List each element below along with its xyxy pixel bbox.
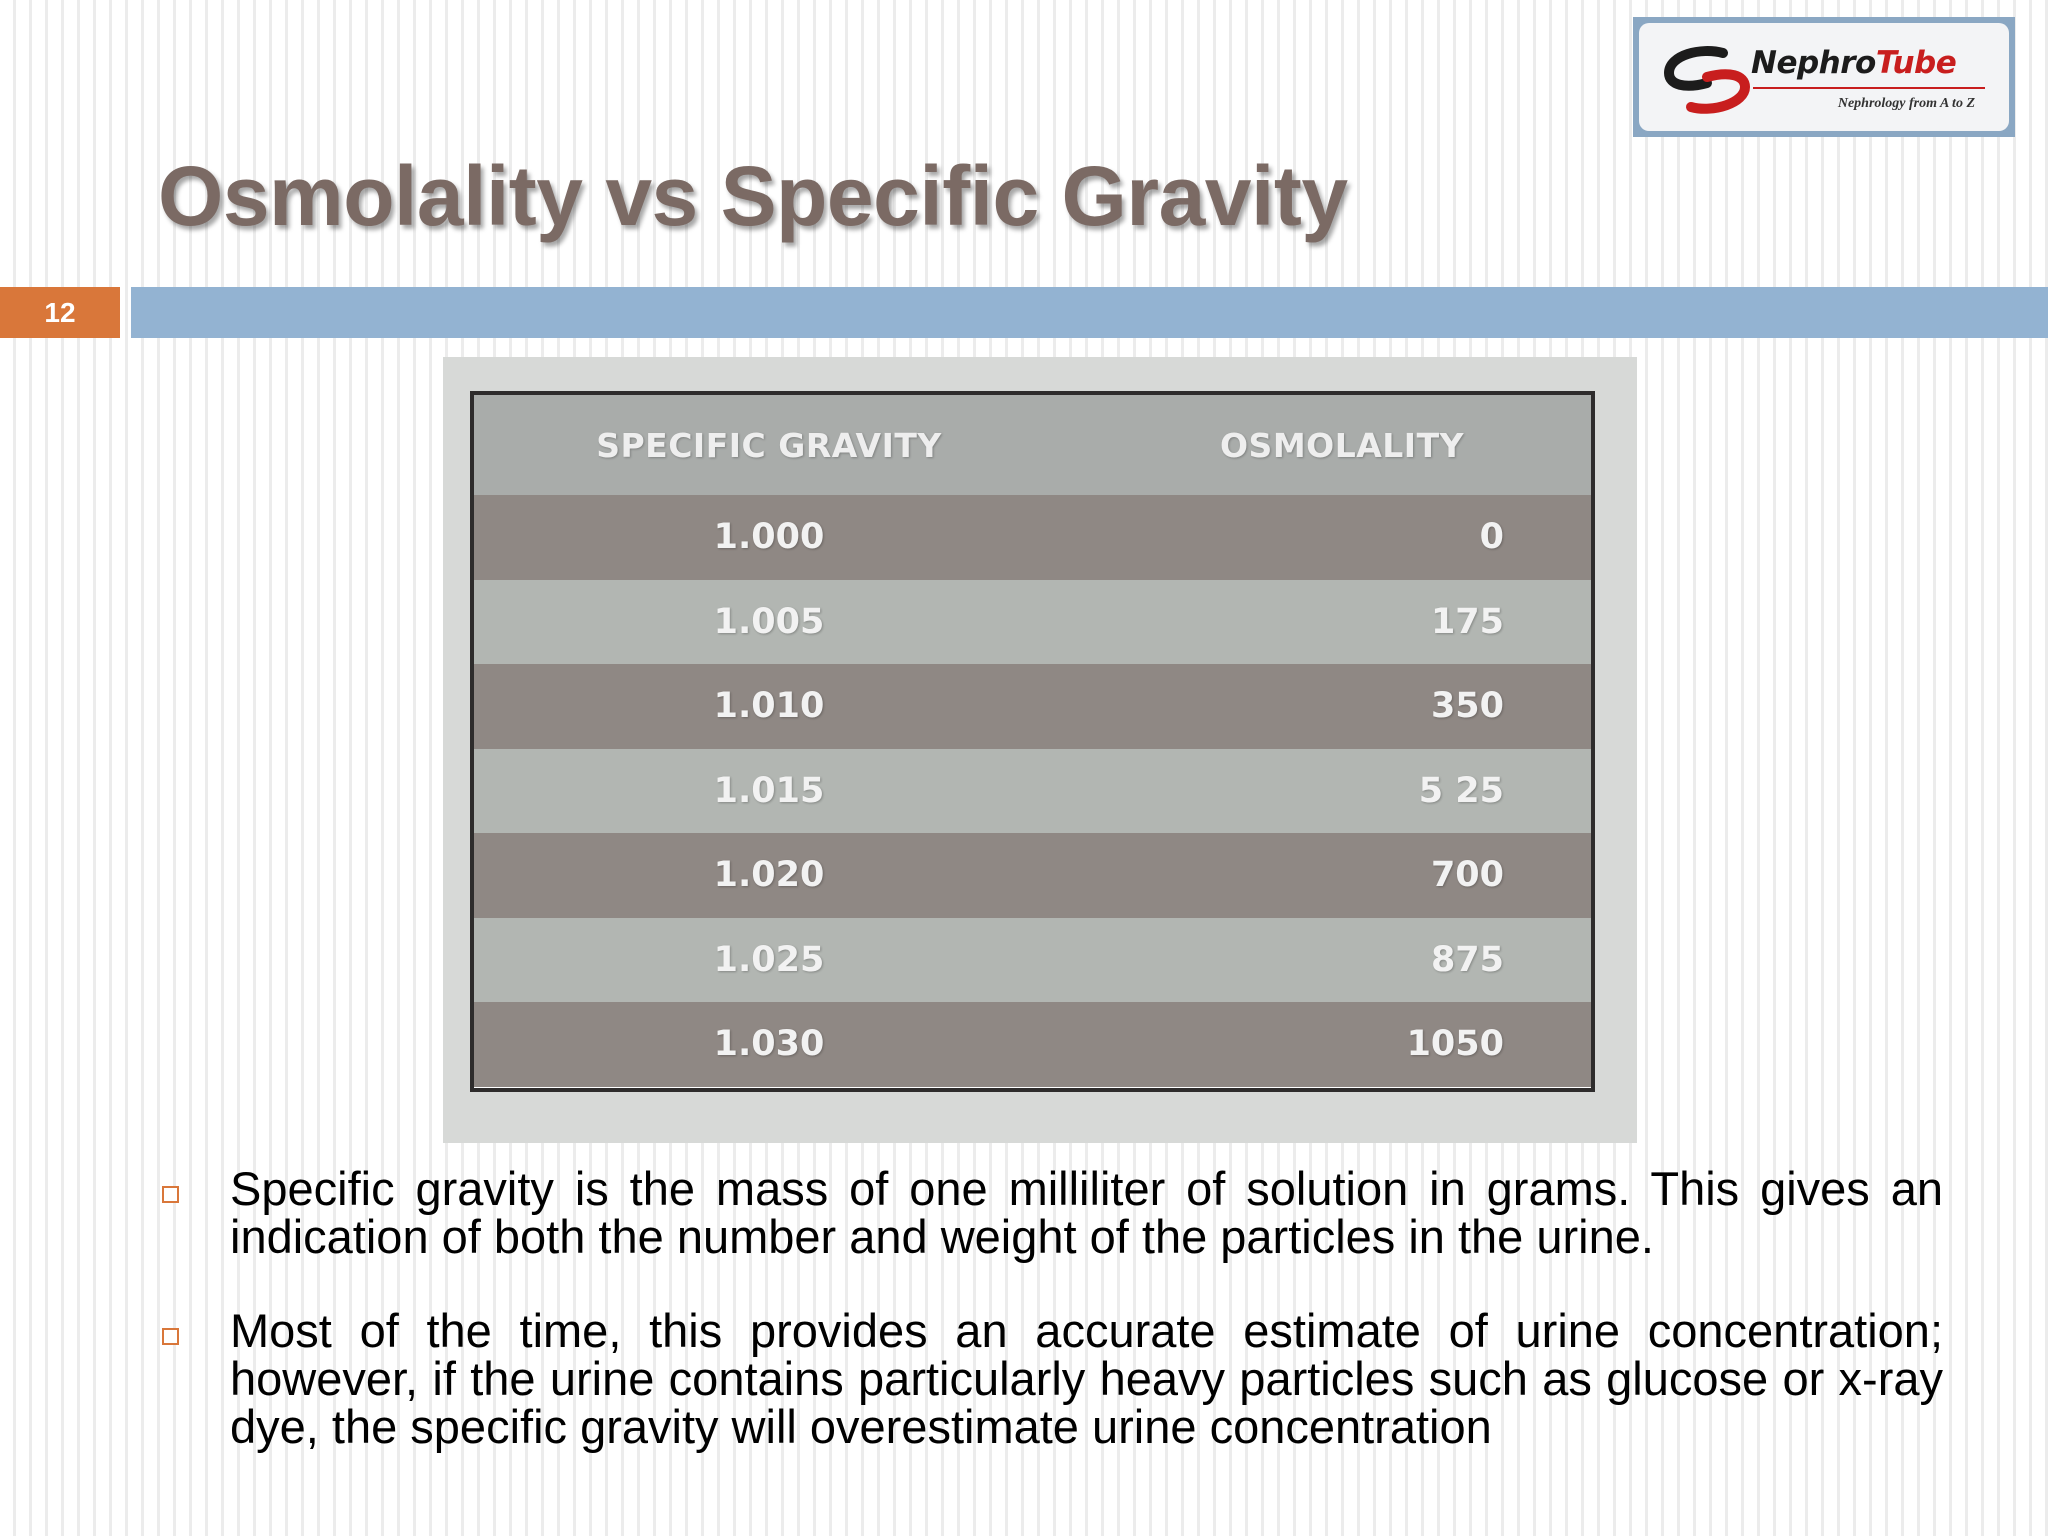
- cell-specific-gravity: 1.005: [713, 601, 825, 642]
- table-row: [474, 495, 1591, 580]
- table-row: [474, 749, 1591, 834]
- square-bullet-icon: [162, 1328, 179, 1345]
- header-osmolality: OSMOLALITY: [1220, 425, 1464, 465]
- bullet-list: [158, 1162, 1943, 1453]
- cell-specific-gravity: 1.025: [713, 939, 825, 980]
- header-specific-gravity: SPECIFIC GRAVITY: [596, 425, 942, 465]
- cell-specific-gravity: 1.030: [713, 1024, 825, 1065]
- bullet-item: [158, 1162, 1943, 1263]
- logo-wordmark-tube: Tube: [1875, 45, 1957, 81]
- bullet-item: [158, 1304, 1943, 1453]
- table-row: [474, 1002, 1591, 1087]
- table-row: [474, 833, 1591, 918]
- cell-osmolality: 175: [1430, 601, 1504, 642]
- title-divider-bar: [131, 287, 2048, 338]
- logo-tagline: Nephrology from A to Z: [1837, 96, 1975, 111]
- table-header-row: [474, 395, 1591, 495]
- cell-osmolality: 1050: [1406, 1024, 1504, 1065]
- logo-underline: [1753, 87, 1985, 89]
- cell-osmolality: 875: [1430, 939, 1504, 980]
- bullet-text: Most of the time, this provides an accurate estimate of urine concentration; however, if the urine contains particularly heavy particles such as glucose or x-ray dye, the specific gravity will overestimate urine concentration: [230, 1304, 1943, 1453]
- slide-number: 12: [0, 287, 120, 338]
- cell-osmolality: 700: [1430, 855, 1504, 896]
- cell-specific-gravity: 1.000: [713, 517, 825, 558]
- logo-wordmark: [1751, 45, 1956, 81]
- cell-specific-gravity: 1.015: [713, 770, 825, 811]
- cell-osmolality: 0: [1479, 517, 1504, 558]
- logo-panel: [1639, 23, 2009, 131]
- cell-osmolality: 350: [1430, 686, 1504, 727]
- logo-wordmark-nephro: Nephro: [1751, 45, 1876, 81]
- table-row: [474, 664, 1591, 749]
- square-bullet-icon: [162, 1186, 179, 1203]
- nephrotube-swirl-icon: [1661, 45, 1751, 115]
- osmolality-table: [470, 391, 1595, 1092]
- table-row: [474, 918, 1591, 1003]
- bullet-text: Specific gravity is the mass of one milliliter of solution in grams. This gives an indication of both the number and weight of the particles in the urine.: [230, 1162, 1943, 1263]
- cell-specific-gravity: 1.010: [713, 686, 825, 727]
- table-row: [474, 580, 1591, 665]
- cell-osmolality: 5 25: [1418, 770, 1504, 811]
- slide-title: Osmolality vs Specific Gravity: [158, 149, 1348, 243]
- nephrotube-logo: [1633, 17, 2015, 137]
- cell-specific-gravity: 1.020: [713, 855, 825, 896]
